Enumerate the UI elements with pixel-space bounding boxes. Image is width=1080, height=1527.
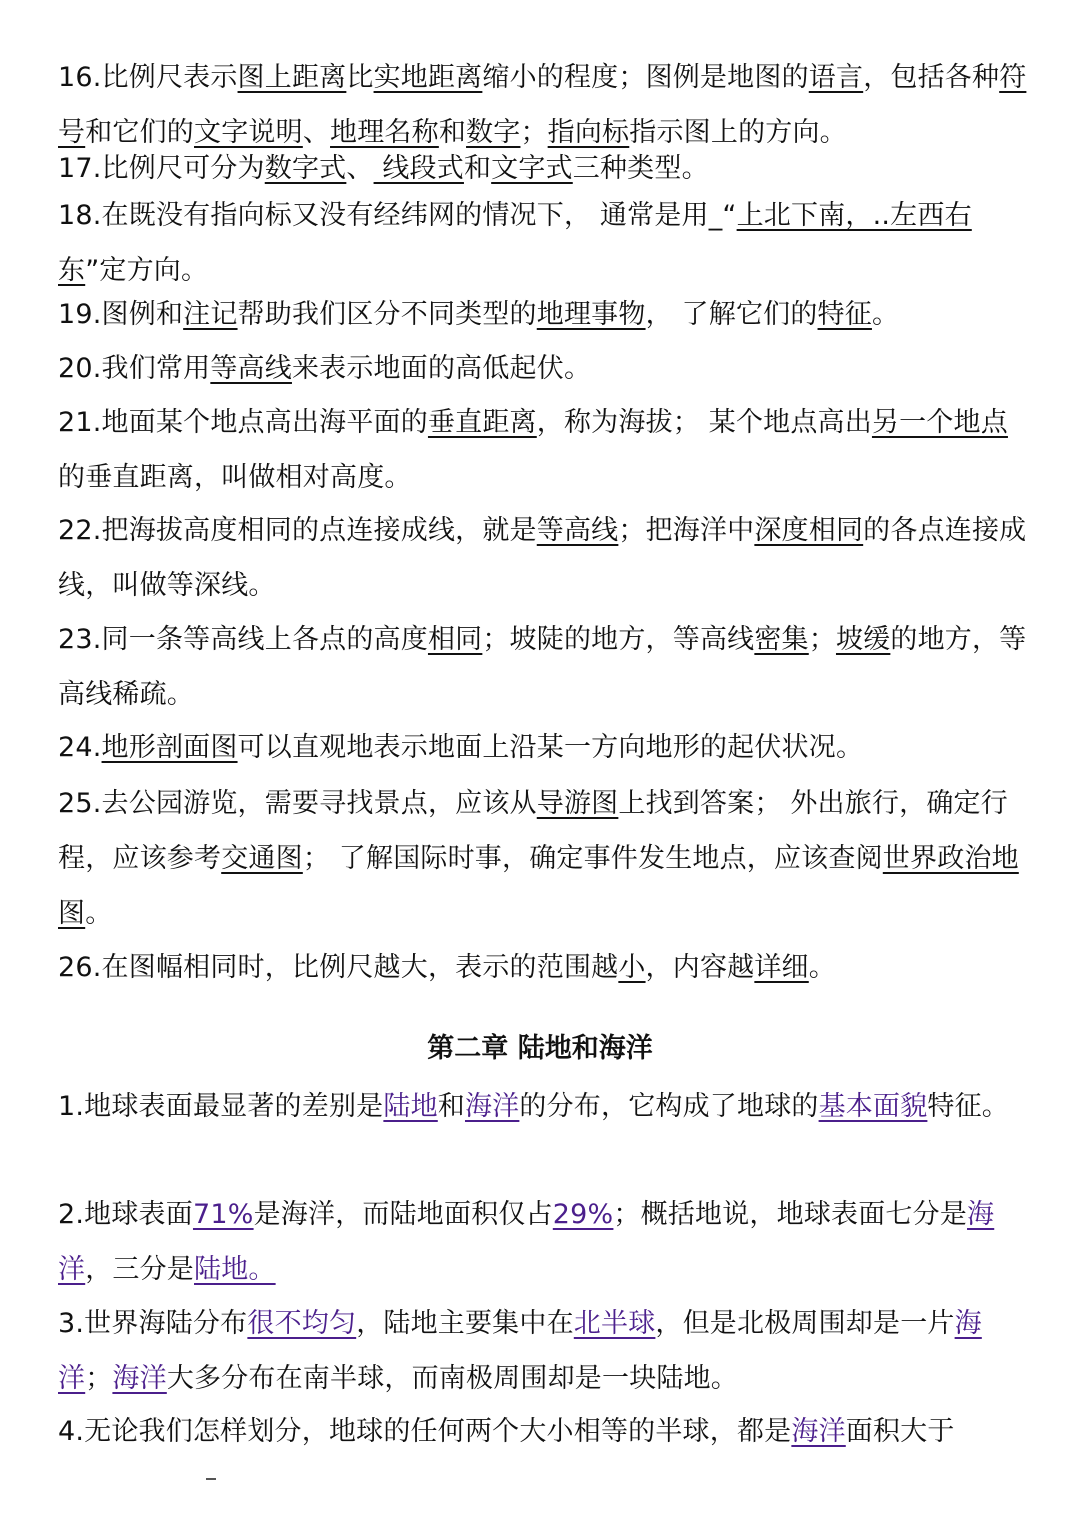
highlighted-term: 海洋 — [58, 1199, 995, 1285]
item-20 — [58, 341, 1033, 396]
text-run: 和 — [463, 153, 492, 184]
highlighted-term: 陆地。 — [194, 1254, 276, 1285]
text-run: ，陆地主要集中在 — [356, 1308, 574, 1339]
highlighted-term: 密集 — [754, 624, 809, 655]
text-run: 3.世界海陆分布 — [58, 1308, 248, 1339]
text-run: ；把海洋中 — [618, 515, 755, 546]
text-run: 19.图例和 — [58, 299, 184, 330]
highlighted-term: 地理事物 — [536, 299, 646, 330]
text-run: ，称为海拔； 某个地点高出 — [536, 407, 872, 438]
text-run: 。 — [808, 952, 836, 983]
text-run: ； — [85, 1363, 113, 1394]
text-run: 21.地面某个地点高出海平面的 — [58, 407, 428, 438]
text-run: 17.比例尺可分为 — [58, 153, 265, 184]
highlighted-term: 很不均匀 — [247, 1308, 357, 1339]
highlighted-term: 世界政治地图 — [58, 843, 1019, 929]
highlighted-term: 详细 — [754, 952, 809, 983]
highlighted-term: 29% — [552, 1199, 614, 1230]
highlighted-term: 数字 — [466, 117, 521, 148]
text-run: ；坡陡的地方，等高线 — [482, 624, 755, 655]
chapter-title: 第二章 陆地和海洋 — [427, 1033, 653, 1064]
text-run: ； — [520, 117, 548, 148]
item-19 — [58, 287, 1033, 342]
item-18 — [58, 188, 1033, 298]
text-run: 、 — [302, 117, 331, 148]
highlighted-term: 海洋 — [791, 1416, 846, 1447]
item-17 — [58, 146, 1033, 192]
text-run: 上找到答案； 外出旅行，确定行程，应该参考 — [58, 788, 1008, 874]
text-run: 的各点连接成线，叫做等深线。 — [58, 515, 1027, 601]
highlighted-term: 特征 — [817, 299, 872, 330]
text-run: 1.地球表面最显著的差别是 — [58, 1091, 384, 1122]
text-run: ； — [808, 624, 836, 655]
item-26 — [58, 940, 1033, 995]
highlighted-term: 另一个地点 — [871, 407, 1008, 438]
highlighted-term: 符号 — [58, 62, 1027, 148]
highlighted-term: 语言 — [808, 62, 864, 93]
highlighted-term: 图上距离 — [237, 62, 347, 93]
highlighted-term: 数字式 — [264, 153, 347, 184]
text-run: 三种类型。 — [572, 153, 709, 184]
item-21 — [58, 395, 1033, 505]
text-run: 26.在图幅相同时，比例尺越大，表示的范围越 — [58, 952, 619, 983]
highlighted-term: 坡缓 — [835, 624, 891, 655]
text-run: 比 — [346, 62, 374, 93]
item-25 — [58, 776, 1033, 941]
chapter2-item-1 — [58, 1079, 1033, 1134]
text-run: 的垂直距离，叫做相对高度。 — [58, 462, 412, 493]
text-run: 特征。 — [927, 1091, 1010, 1122]
chapter2-item-2 — [58, 1187, 1033, 1297]
text-run: 和它们的 — [85, 117, 195, 148]
highlighted-term: 文字式 — [491, 153, 573, 184]
chapter2-item-4 — [58, 1404, 1033, 1459]
item-16 — [58, 50, 1033, 160]
highlighted-term: 海洋 — [58, 1308, 982, 1394]
text-run: ，但是北极周围却是一片 — [655, 1308, 955, 1339]
text-run: 25.去公园游览，需要寻找景点，应该从 — [58, 788, 537, 819]
highlighted-term: 北半球 — [573, 1308, 656, 1339]
text-run: 大多分布在南半球，而南极周围却是一块陆地。 — [166, 1363, 739, 1394]
highlighted-term: 相同 — [427, 624, 483, 655]
text-run: 的分布，它构成了地球的 — [519, 1091, 819, 1122]
highlighted-term: 地形剖面图 — [101, 732, 238, 763]
scan-mark — [206, 1478, 216, 1480]
text-run: 20.我们常用 — [58, 353, 211, 384]
highlighted-term: 海洋 — [112, 1363, 167, 1394]
highlighted-term: 实地距离 — [373, 62, 483, 93]
text-run: ，三分是 — [85, 1254, 195, 1285]
text-run: 24. — [58, 732, 102, 763]
highlighted-term: 文字说明 — [194, 117, 303, 148]
text-run: 。 — [871, 299, 900, 330]
highlighted-term: 垂直距离 — [427, 407, 537, 438]
highlighted-term: 上北下南，..左西右东 — [58, 200, 972, 286]
highlighted-term: 注记 — [183, 299, 238, 330]
highlighted-term: 线段式 — [373, 153, 464, 184]
text-run: 面积大于 — [845, 1416, 955, 1447]
text-run: ”定方向。 — [85, 255, 209, 286]
text-run: 的地方，等高线稀疏。 — [58, 624, 1027, 710]
text-run: 和 — [437, 1091, 465, 1122]
item-23 — [58, 612, 1033, 722]
highlighted-term: 小 — [618, 952, 646, 983]
highlighted-term: 陆地 — [383, 1091, 438, 1122]
highlighted-term: 基本面貌 — [818, 1091, 928, 1122]
text-run: 和 — [438, 117, 467, 148]
text-run: 23.同一条等高线上各点的高度 — [58, 624, 428, 655]
text-run: ， 了解它们的 — [645, 299, 818, 330]
highlighted-term: 导游图 — [536, 788, 619, 819]
text-run: 可以直观地表示地面上沿某一方向地形的起伏状况。 — [237, 732, 864, 763]
highlighted-term: 指向标 — [547, 117, 630, 148]
highlighted-term: 深度相同 — [754, 515, 864, 546]
highlighted-term: 交通图 — [221, 843, 303, 874]
highlighted-term: 等高线 — [536, 515, 619, 546]
item-22 — [58, 503, 1033, 613]
item-24 — [58, 720, 1033, 775]
text-run: 。 — [85, 898, 113, 929]
text-run: ；概括地说，地球表面七分是 — [613, 1199, 968, 1230]
highlighted-term: 海洋 — [464, 1091, 520, 1122]
text-run: 缩小的程度；图例是地图的 — [482, 62, 809, 93]
text-run: 指示图上的方向。 — [629, 117, 847, 148]
text-run: 来表示地面的高低起伏。 — [291, 353, 592, 384]
chapter2-item-3 — [58, 1296, 1033, 1406]
text-run: 4.无论我们怎样划分，地球的任何两个大小相等的半球，都是 — [58, 1416, 792, 1447]
text-run: 18.在既没有指向标又没有经纬网的情况下， 通常是用_“ — [58, 200, 737, 231]
text-run: 22.把海拔高度相同的点连接成线，就是 — [58, 515, 537, 546]
text-run: ； 了解国际时事，确定事件发生地点，应该查阅 — [302, 843, 883, 874]
text-run: 、 — [346, 153, 374, 184]
highlighted-term: 地理名称 — [330, 117, 439, 148]
highlighted-term: 71% — [192, 1199, 254, 1230]
text-run: 是海洋，而陆地面积仅占 — [253, 1199, 553, 1230]
text-run: ，内容越 — [645, 952, 755, 983]
text-run: 帮助我们区分不同类型的 — [237, 299, 537, 330]
text-run: 16.比例尺表示 — [58, 62, 238, 93]
text-run: 2.地球表面 — [58, 1199, 193, 1230]
text-run: ，包括各种 — [863, 62, 1000, 93]
highlighted-term: 等高线 — [210, 353, 292, 384]
